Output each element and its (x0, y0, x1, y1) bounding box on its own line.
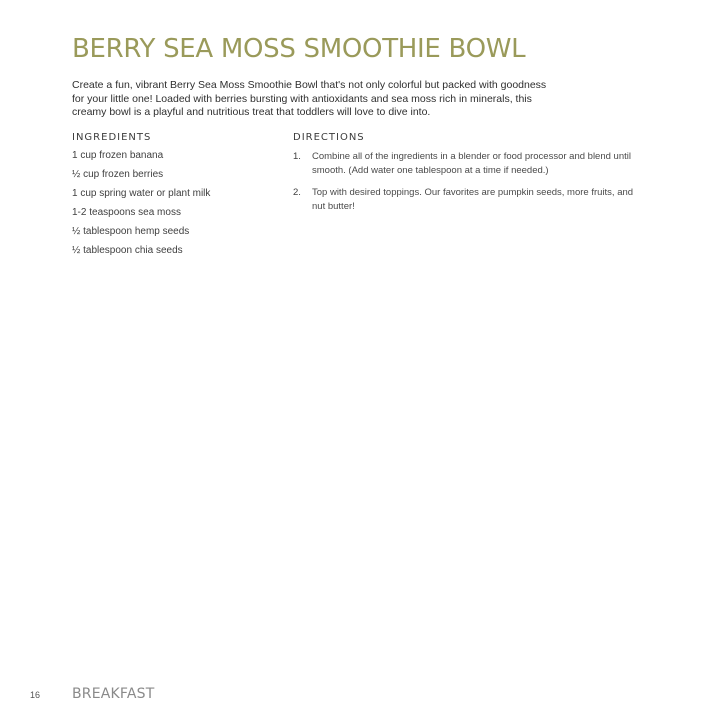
ingredient-item: 1-2 teaspoons sea moss (72, 207, 181, 218)
direction-step (293, 150, 638, 177)
ingredient-item: ½ tablespoon chia seeds (72, 245, 183, 256)
step-number: 2. (293, 187, 301, 198)
directions-list (293, 150, 638, 222)
step-text: Combine all of the ingredients in a blender or food processor and blend until smooth. (Add water one tablespoon at a time if needed.) (312, 151, 631, 176)
page-title: BERRY SEA MOSS SMOOTHIE BOWL (72, 34, 526, 64)
recipe-intro: Create a fun, vibrant Berry Sea Moss Smoothie Bowl that's not only colorful but packed with goodness for your little one! Loaded with berries bursting with antioxidants and sea moss rich in minerals, this creamy bowl is a playful and nutritious treat that toddlers will love to dive into. (72, 79, 547, 118)
ingredients-heading: INGREDIENTS (72, 132, 152, 143)
step-number: 1. (293, 151, 301, 162)
direction-step (293, 186, 638, 213)
page-number: 16 (30, 690, 41, 700)
ingredient-item: ½ cup frozen berries (72, 169, 164, 180)
footer-section-label: BREAKFAST (72, 686, 155, 702)
ingredients-list (72, 150, 210, 264)
ingredient-item: 1 cup frozen banana (72, 150, 164, 161)
directions-heading: DIRECTIONS (293, 132, 365, 143)
ingredient-item: ½ tablespoon hemp seeds (72, 226, 190, 237)
ingredient-item: 1 cup spring water or plant milk (72, 188, 211, 199)
step-text: Top with desired toppings. Our favorites are pumpkin seeds, more fruits, and nut butter! (312, 187, 634, 212)
